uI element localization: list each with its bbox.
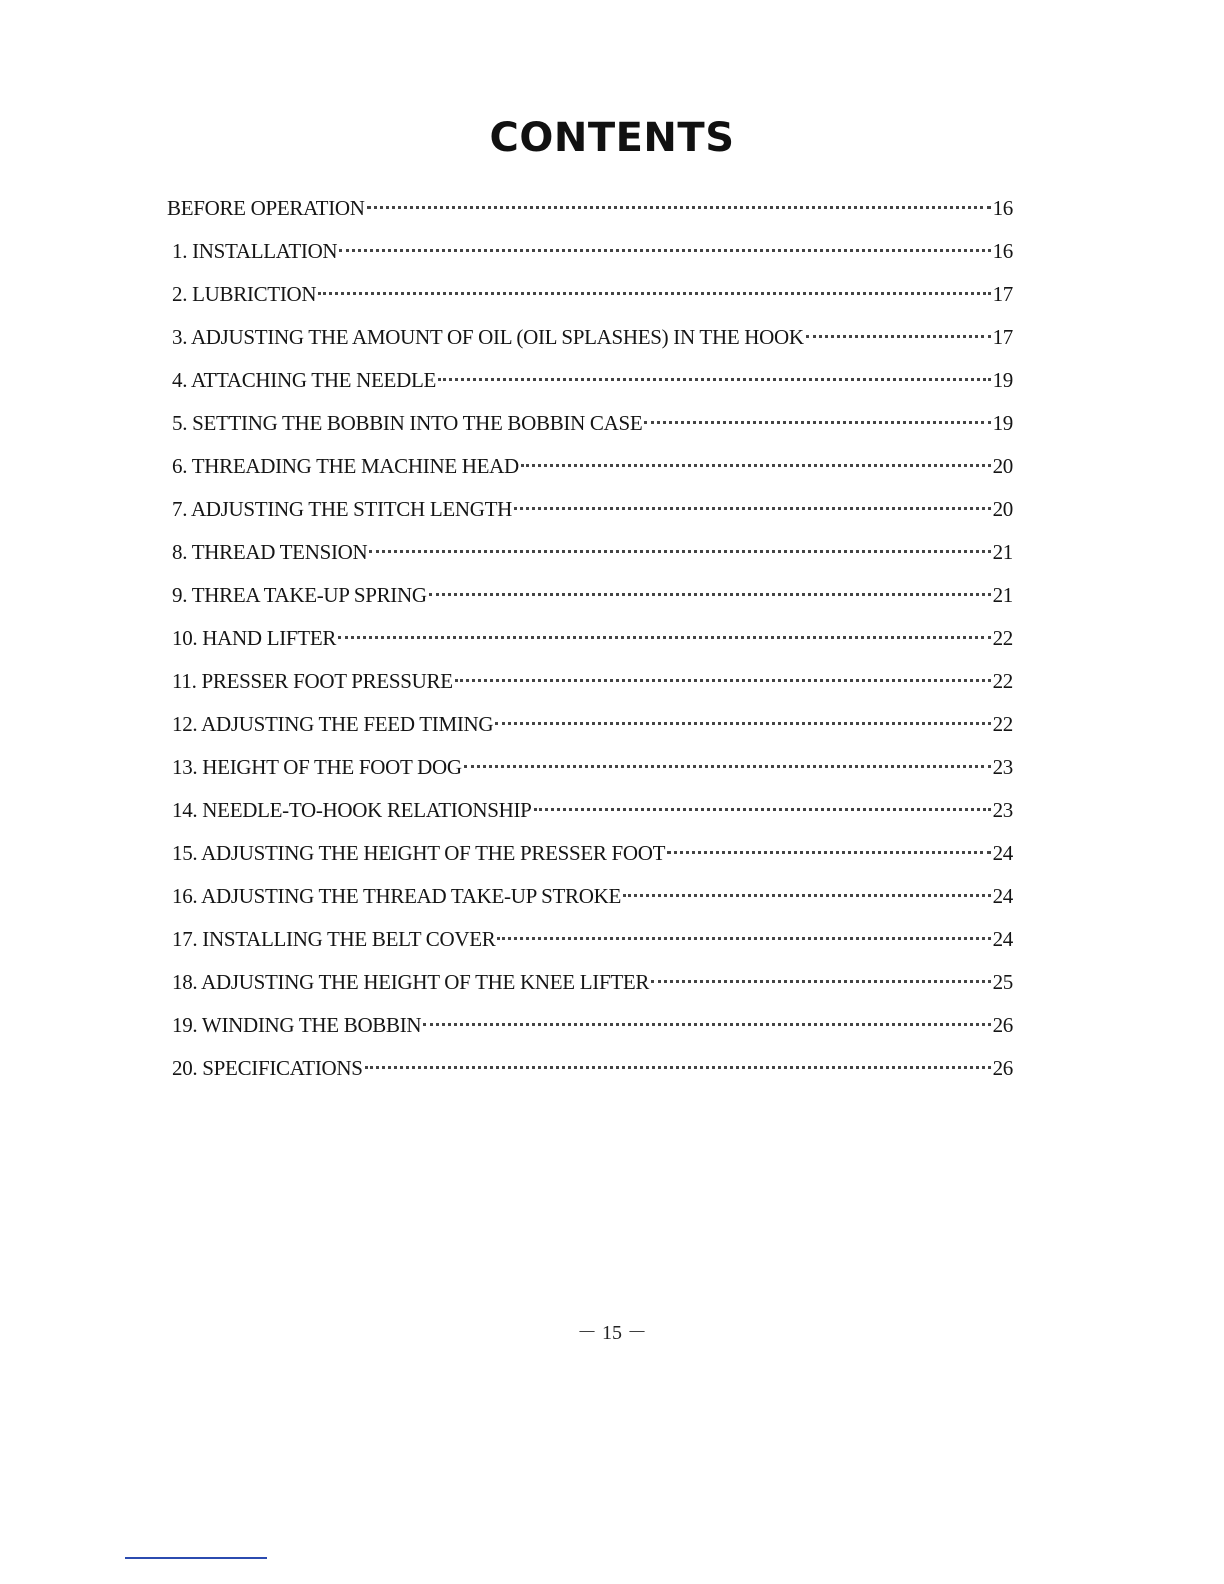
toc-entry-label: 1. INSTALLATION: [172, 239, 338, 263]
toc-entry: [167, 193, 1013, 236]
toc-dot-leader: [667, 851, 990, 854]
toc-entry: [167, 924, 1013, 967]
toc-dot-leader: [318, 292, 990, 295]
toc-entry-page: 20: [992, 497, 1013, 521]
toc-entry-page: 21: [992, 583, 1013, 607]
toc-entry-label: 6. THREADING THE MACHINE HEAD: [172, 454, 519, 478]
toc-entry: [167, 709, 1013, 752]
toc-entry-label: 11. PRESSER FOOT PRESSURE: [172, 669, 453, 693]
toc-dot-leader: [521, 464, 991, 467]
toc-entry-label: 10. HAND LIFTER: [172, 626, 337, 650]
toc-entry-label: 7. ADJUSTING THE STITCH LENGTH: [172, 497, 513, 521]
toc-entry: [167, 881, 1013, 924]
toc-entry-label: 3. ADJUSTING THE AMOUNT OF OIL (OIL SPLASHES) IN THE HOOK: [172, 325, 804, 349]
toc-dot-leader: [438, 378, 991, 381]
toc-entry-page: 26: [992, 1056, 1013, 1080]
toc-dot-leader: [534, 808, 991, 811]
toc-entry: [167, 666, 1013, 709]
toc-entry-page: 16: [992, 239, 1013, 263]
toc-dot-leader: [339, 249, 990, 252]
toc-entry-page: 21: [992, 540, 1013, 564]
toc-entry-page: 26: [992, 1013, 1013, 1037]
toc-entry: [167, 365, 1013, 408]
toc-entry-page: 17: [992, 282, 1013, 306]
toc-entry-page: 24: [992, 927, 1013, 951]
toc-dot-leader: [495, 722, 990, 725]
toc-entry: [167, 795, 1013, 838]
toc-entry-label: 13. HEIGHT OF THE FOOT DOG: [172, 755, 462, 779]
toc-dot-leader: [367, 206, 991, 209]
toc-entry: [167, 580, 1013, 623]
toc-entry-label: 18. ADJUSTING THE HEIGHT OF THE KNEE LIFTER: [172, 970, 650, 994]
toc-entry-page: 22: [992, 626, 1013, 650]
toc-entry-page: 22: [992, 669, 1013, 693]
toc-entry-page: 17: [992, 325, 1013, 349]
toc-entry: [167, 967, 1013, 1010]
toc-entry-page: 25: [992, 970, 1013, 994]
toc-entry-page: 19: [992, 411, 1013, 435]
toc-dot-leader: [806, 335, 991, 338]
toc-entry: [167, 451, 1013, 494]
toc-entry-label: 19. WINDING THE BOBBIN: [172, 1013, 422, 1037]
toc-entry: [167, 1010, 1013, 1053]
toc-entry-page: 19: [992, 368, 1013, 392]
toc-entry-label: 5. SETTING THE BOBBIN INTO THE BOBBIN CASE: [172, 411, 643, 435]
toc-dot-leader: [464, 765, 991, 768]
toc-entry-label: 12. ADJUSTING THE FEED TIMING: [172, 712, 494, 736]
toc-entry: [167, 537, 1013, 580]
toc-entry-page: 22: [992, 712, 1013, 736]
toc-entry: [167, 236, 1013, 279]
toc-dot-leader: [369, 550, 990, 553]
toc-entry: [167, 1053, 1013, 1096]
page-number: － 15 －: [577, 1322, 647, 1344]
toc-entry: [167, 838, 1013, 881]
toc-dot-leader: [338, 636, 991, 639]
toc-entry-label: 2. LUBRICTION: [172, 282, 317, 306]
toc-entry-page: 24: [992, 841, 1013, 865]
toc-entry-label: 9. THREA TAKE-UP SPRING: [172, 583, 427, 607]
toc-entry-label: 15. ADJUSTING THE HEIGHT OF THE PRESSER FOOT: [172, 841, 666, 865]
toc-entry: [167, 408, 1013, 451]
toc-entry-label: 17. INSTALLING THE BELT COVER: [172, 927, 496, 951]
toc-entry-page: 24: [992, 884, 1013, 908]
toc-entry-label: 4. ATTACHING THE NEEDLE: [172, 368, 436, 392]
toc-entry-page: 20: [992, 454, 1013, 478]
toc-dot-leader: [365, 1066, 991, 1069]
table-of-contents: [167, 193, 1013, 1096]
toc-entry-label: 14. NEEDLE-TO-HOOK RELATIONSHIP: [172, 798, 532, 822]
toc-dot-leader: [455, 679, 991, 682]
toc-entry: [167, 279, 1013, 322]
toc-entry-label: 8. THREAD TENSION: [172, 540, 368, 564]
toc-dot-leader: [623, 894, 991, 897]
toc-dot-leader: [514, 507, 991, 510]
toc-entry-label: BEFORE OPERATION: [167, 196, 365, 220]
toc-entry: [167, 752, 1013, 795]
toc-entry: [167, 494, 1013, 537]
toc-entry: [167, 623, 1013, 666]
toc-dot-leader: [651, 980, 991, 983]
footer-rule: [125, 1557, 267, 1559]
toc-dot-leader: [644, 421, 990, 424]
toc-entry-label: 20. SPECIFICATIONS: [172, 1056, 363, 1080]
page-title: CONTENTS: [489, 114, 735, 161]
toc-dot-leader: [423, 1023, 990, 1026]
toc-entry-page: 16: [992, 196, 1013, 220]
toc-entry-label: 16. ADJUSTING THE THREAD TAKE-UP STROKE: [172, 884, 622, 908]
toc-dot-leader: [497, 937, 990, 940]
toc-entry-page: 23: [992, 755, 1013, 779]
toc-entry-page: 23: [992, 798, 1013, 822]
toc-dot-leader: [429, 593, 991, 596]
toc-entry: [167, 322, 1013, 365]
